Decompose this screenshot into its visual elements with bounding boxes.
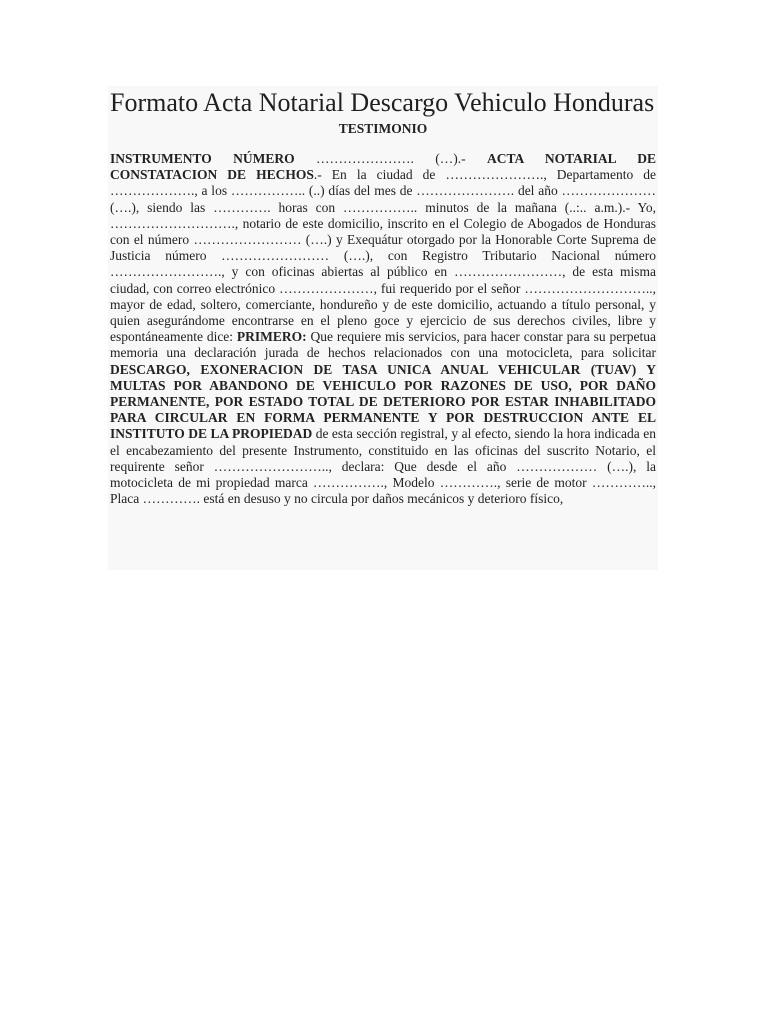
act-intro-text: .- En la ciudad de …………………., Departamento de ………………., a los …………….. (..) días del mes de …………………. del año ………………… (….), siendo las …………. horas con …………….. minutos de la mañana (..:.. a.m.).- Yo, ………………………., notario de este domicilio, inscrito en el Colegio de Abogados de Honduras con el número …………………… (….) y Exequátur otorgado por la Honorable Corte Suprema de Justicia número …………………… (….), con Registro Tributario Nacional número ……………………., y con oficinas abiertas al público en ……………………, de esta misma ciudad, con correo electrónico …………………, fui requerido por el señor ……………………….., mayor de edad, soltero, comerciante, hondureño y de este domicilio, actuando a título personal, y quien asegurándome encontrarse en el pleno goce y ejercicio de sus derechos civiles, libre y espontáneamente dice: bbox=[110, 167, 656, 345]
primero-text: Que requiere mis servicios, para hacer constar para su perpetua memoria una declaración jurada de hechos relacionados con una motocicleta, para solicitar bbox=[110, 329, 656, 361]
primero-label: PRIMERO: bbox=[236, 329, 307, 345]
document-excerpt bbox=[108, 86, 658, 570]
instrument-number-label: INSTRUMENTO NÚMERO bbox=[110, 151, 295, 166]
act-heading: ACTA NOTARIAL DE CONSTATACION DE HECHOS bbox=[110, 151, 656, 183]
document-subtitle: TESTIMONIO bbox=[338, 121, 428, 136]
instrument-number-blank: …………………. (…).- bbox=[294, 151, 487, 166]
document-body bbox=[110, 151, 656, 507]
declaration-text: de esta sección registral, y al efecto, siendo la hora indicada en el encabezamiento del presente Instrumento, constituido en las oficinas del suscrito Notario, el requirente señor …………………….., declara: Que desde el año ……………… (….), la motocicleta de mi propiedad marca ……………., Modelo …………., serie de motor ………….., Placa …………. está en desuso y no circula por daños mecánicos y deterioro físico, bbox=[110, 426, 656, 507]
request-heading: DESCARGO, EXONERACION DE TASA UNICA ANUAL VEHICULAR (TUAV) Y MULTAS POR ABANDONO DE VEHICULO POR RAZONES DE USO, POR DAÑO PERMANENTE, POR ESTADO TOTAL DE DETERIORO POR ESTAR INHABILITADO PARA CIRCULAR EN FORMA PERMANENTE Y POR DESTRUCCION ANTE EL INSTITUTO DE LA PROPIEDAD bbox=[110, 361, 656, 442]
document-title: Formato Acta Notarial Descargo Vehiculo Honduras bbox=[110, 88, 655, 117]
